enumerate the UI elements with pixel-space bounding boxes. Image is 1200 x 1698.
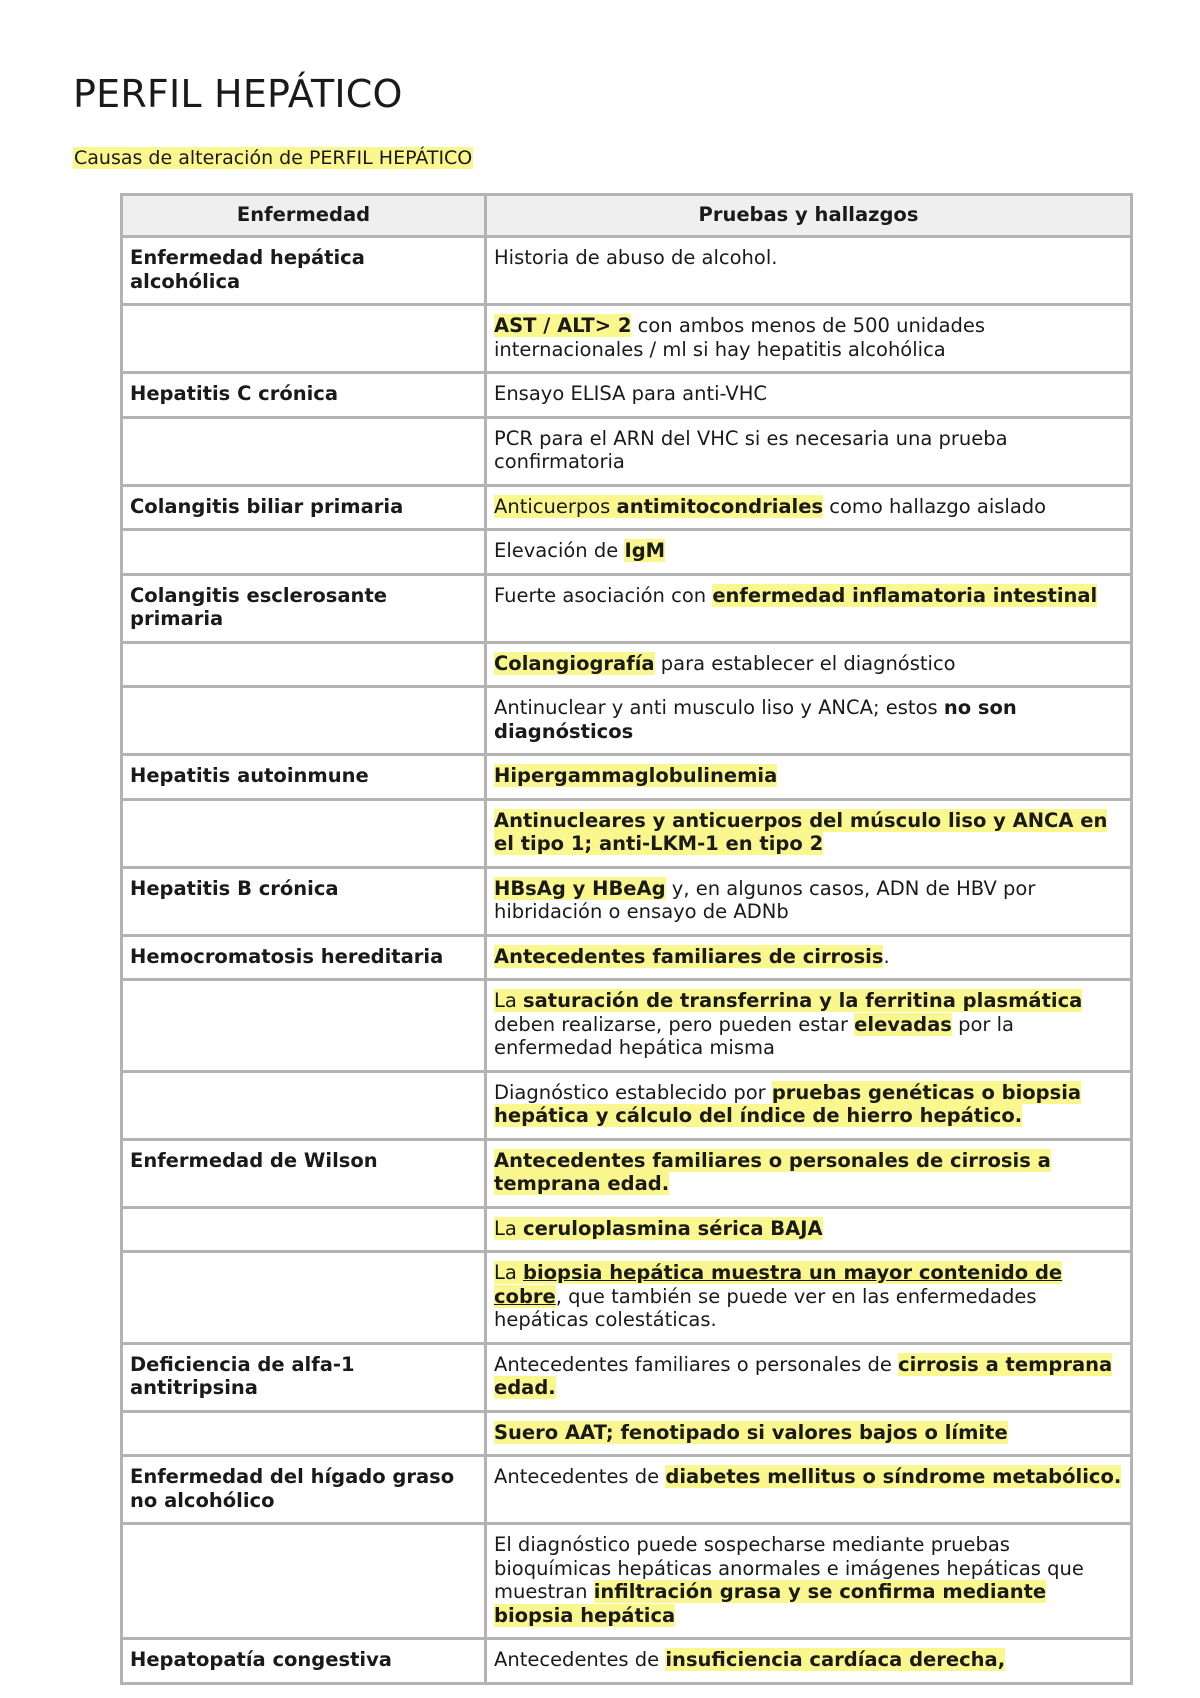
disease-cell: Colangitis biliar primaria (122, 485, 486, 530)
findings-highlight: Anticuerpos (494, 494, 617, 518)
table-row (122, 687, 1132, 755)
disease-cell (122, 417, 486, 485)
disease-cell (122, 530, 486, 575)
findings-highlight: elevadas (854, 1012, 952, 1036)
table-row (122, 935, 1132, 980)
findings-text: Historia de abuso de alcohol. (494, 246, 778, 269)
findings-text: Antinuclear y anti musculo liso y ANCA; estos (494, 696, 944, 719)
findings-cell (486, 485, 1132, 530)
table-row (122, 373, 1132, 418)
findings-cell (486, 1252, 1132, 1344)
findings-highlight: saturación de transferrina y la ferritina plasmática (523, 989, 1083, 1012)
findings-text: Antecedentes familiares o personales de (494, 1352, 899, 1376)
table-row (122, 799, 1132, 867)
findings-text: como hallazgo aislado (823, 494, 1047, 518)
findings-bold: no son diagnósticos (494, 696, 1017, 743)
findings-text: y, en algunos casos, ADN de HBV por hibridación o ensayo de ADNb (494, 876, 1036, 923)
table-row (122, 867, 1132, 935)
findings-cell (486, 935, 1132, 980)
table-row (122, 237, 1132, 305)
findings-highlight: pruebas genéticas o biopsia hepática y cálculo del índice de hierro hepático. (494, 1080, 1082, 1127)
header-disease: Enfermedad (122, 195, 486, 237)
findings-highlight: Suero AAT; fenotipado si valores bajos o límite (494, 1420, 1008, 1444)
findings-cell (486, 1207, 1132, 1252)
findings-text: PCR para el ARN del VHC si es necesaria una prueba confirmatoria (494, 426, 1008, 473)
findings-cell (486, 642, 1132, 687)
findings-highlight: infiltración grasa y se confirma mediante biopsia hepática (494, 1580, 1047, 1627)
disease-cell (122, 1411, 486, 1456)
findings-highlight: HBsAg y HBeAg (494, 876, 666, 900)
disease-cell (122, 687, 486, 755)
disease-cell (122, 642, 486, 687)
table-row (122, 1639, 1132, 1684)
disease-cell: Hepatitis autoinmune (122, 755, 486, 800)
findings-highlight: insuficiencia cardíaca derecha, (665, 1648, 1006, 1671)
findings-cell (486, 1456, 1132, 1524)
table-row (122, 1252, 1132, 1344)
table-row (122, 305, 1132, 373)
findings-highlight: Colangiografía (494, 651, 655, 675)
disease-cell: Hemocromatosis hereditaria (122, 935, 486, 980)
table-header-row (122, 195, 1132, 237)
table-row (122, 417, 1132, 485)
findings-text: para establecer el diagnóstico (654, 651, 956, 675)
findings-text: Fuerte asociación con (494, 583, 713, 607)
findings-highlight: La (494, 1216, 524, 1240)
table-row (122, 1207, 1132, 1252)
table-row (122, 980, 1132, 1072)
findings-cell (486, 687, 1132, 755)
findings-cell (486, 373, 1132, 418)
findings-text: Antecedentes de (494, 1465, 666, 1488)
disease-cell: Enfermedad hepática alcohólica (122, 237, 486, 305)
table-row (122, 485, 1132, 530)
findings-cell (486, 237, 1132, 305)
disease-cell: Enfermedad del hígado graso no alcohólico (122, 1456, 486, 1524)
findings-cell (486, 530, 1132, 575)
findings-highlight: Antecedentes familiares de cirrosis (494, 944, 884, 968)
table-row (122, 755, 1132, 800)
table-row (122, 1139, 1132, 1207)
findings-highlight: cirrosis a temprana edad. (494, 1352, 1113, 1399)
findings-cell (486, 1139, 1132, 1207)
findings-text: por la enfermedad hepática misma (494, 1012, 1014, 1059)
findings-text: con ambos menos de 500 unidades internacionales / ml si hay hepatitis alcohólica (494, 314, 986, 361)
findings-text: deben realizarse, pero pueden estar (494, 1012, 855, 1036)
disease-cell: Deficiencia de alfa-1 antitripsina (122, 1343, 486, 1411)
table-row (122, 1456, 1132, 1524)
findings-text: Antecedentes de (494, 1648, 666, 1671)
disease-cell: Hepatitis C crónica (122, 373, 486, 418)
findings-highlight: biopsia hepática muestra un mayor contenido de cobre (494, 1261, 1063, 1308)
findings-text: Elevación de (494, 539, 625, 562)
findings-cell (486, 1411, 1132, 1456)
findings-cell (486, 867, 1132, 935)
table-row (122, 1343, 1132, 1411)
findings-highlight: La (494, 1261, 524, 1284)
findings-cell (486, 1639, 1132, 1684)
findings-highlight: La (494, 989, 524, 1012)
findings-highlight: enfermedad inflamatoria intestinal (712, 583, 1098, 607)
disease-cell: Hepatopatía congestiva (122, 1639, 486, 1684)
findings-cell (486, 799, 1132, 867)
findings-highlight: IgM (624, 539, 666, 562)
disease-cell (122, 305, 486, 373)
table-row (122, 574, 1132, 642)
findings-cell (486, 574, 1132, 642)
disease-cell (122, 1071, 486, 1139)
disease-cell: Hepatitis B crónica (122, 867, 486, 935)
header-findings: Pruebas y hallazgos (486, 195, 1132, 237)
findings-text: El diagnóstico puede sospecharse mediante pruebas bioquímicas hepáticas anormales e imágenes hepáticas que muestran (494, 1533, 1084, 1603)
table-row (122, 642, 1132, 687)
findings-cell (486, 417, 1132, 485)
disease-cell (122, 1524, 486, 1639)
disease-cell: Colangitis esclerosante primaria (122, 574, 486, 642)
liver-profile-table (120, 193, 1133, 1685)
table-row (122, 1411, 1132, 1456)
findings-text: , que también se puede ver en las enfermedades hepáticas colestáticas. (494, 1284, 1037, 1331)
findings-cell (486, 755, 1132, 800)
findings-highlight: Hipergammaglobulinemia (494, 764, 778, 787)
page-title: PERFIL HEPÁTICO (73, 72, 403, 116)
findings-text: Diagnóstico establecido por (494, 1080, 772, 1104)
table-row (122, 530, 1132, 575)
findings-highlight: Antinucleares y anticuerpos del músculo liso y ANCA en el tipo 1; anti-LKM-1 en tipo 2 (494, 808, 1108, 855)
findings-highlight: ceruloplasmina sérica BAJA (523, 1216, 823, 1240)
table-row (122, 1524, 1132, 1639)
disease-cell: Enfermedad de Wilson (122, 1139, 486, 1207)
findings-text: Ensayo ELISA para anti-VHC (494, 382, 768, 405)
findings-cell (486, 305, 1132, 373)
findings-highlight: diabetes mellitus o síndrome metabólico. (665, 1465, 1122, 1488)
disease-cell (122, 1252, 486, 1344)
findings-text: . (883, 944, 890, 968)
disease-cell (122, 980, 486, 1072)
findings-cell (486, 1071, 1132, 1139)
section-subtitle: Causas de alteración de PERFIL HEPÁTICO (74, 147, 473, 169)
findings-highlight: Antecedentes familiares o personales de cirrosis a temprana edad. (494, 1148, 1051, 1195)
findings-cell (486, 980, 1132, 1072)
findings-cell (486, 1524, 1132, 1639)
findings-highlight: AST / ALT> 2 (494, 314, 632, 337)
table-row (122, 1071, 1132, 1139)
disease-cell (122, 1207, 486, 1252)
findings-cell (486, 1343, 1132, 1411)
disease-cell (122, 799, 486, 867)
findings-highlight: antimitocondriales (616, 494, 824, 518)
